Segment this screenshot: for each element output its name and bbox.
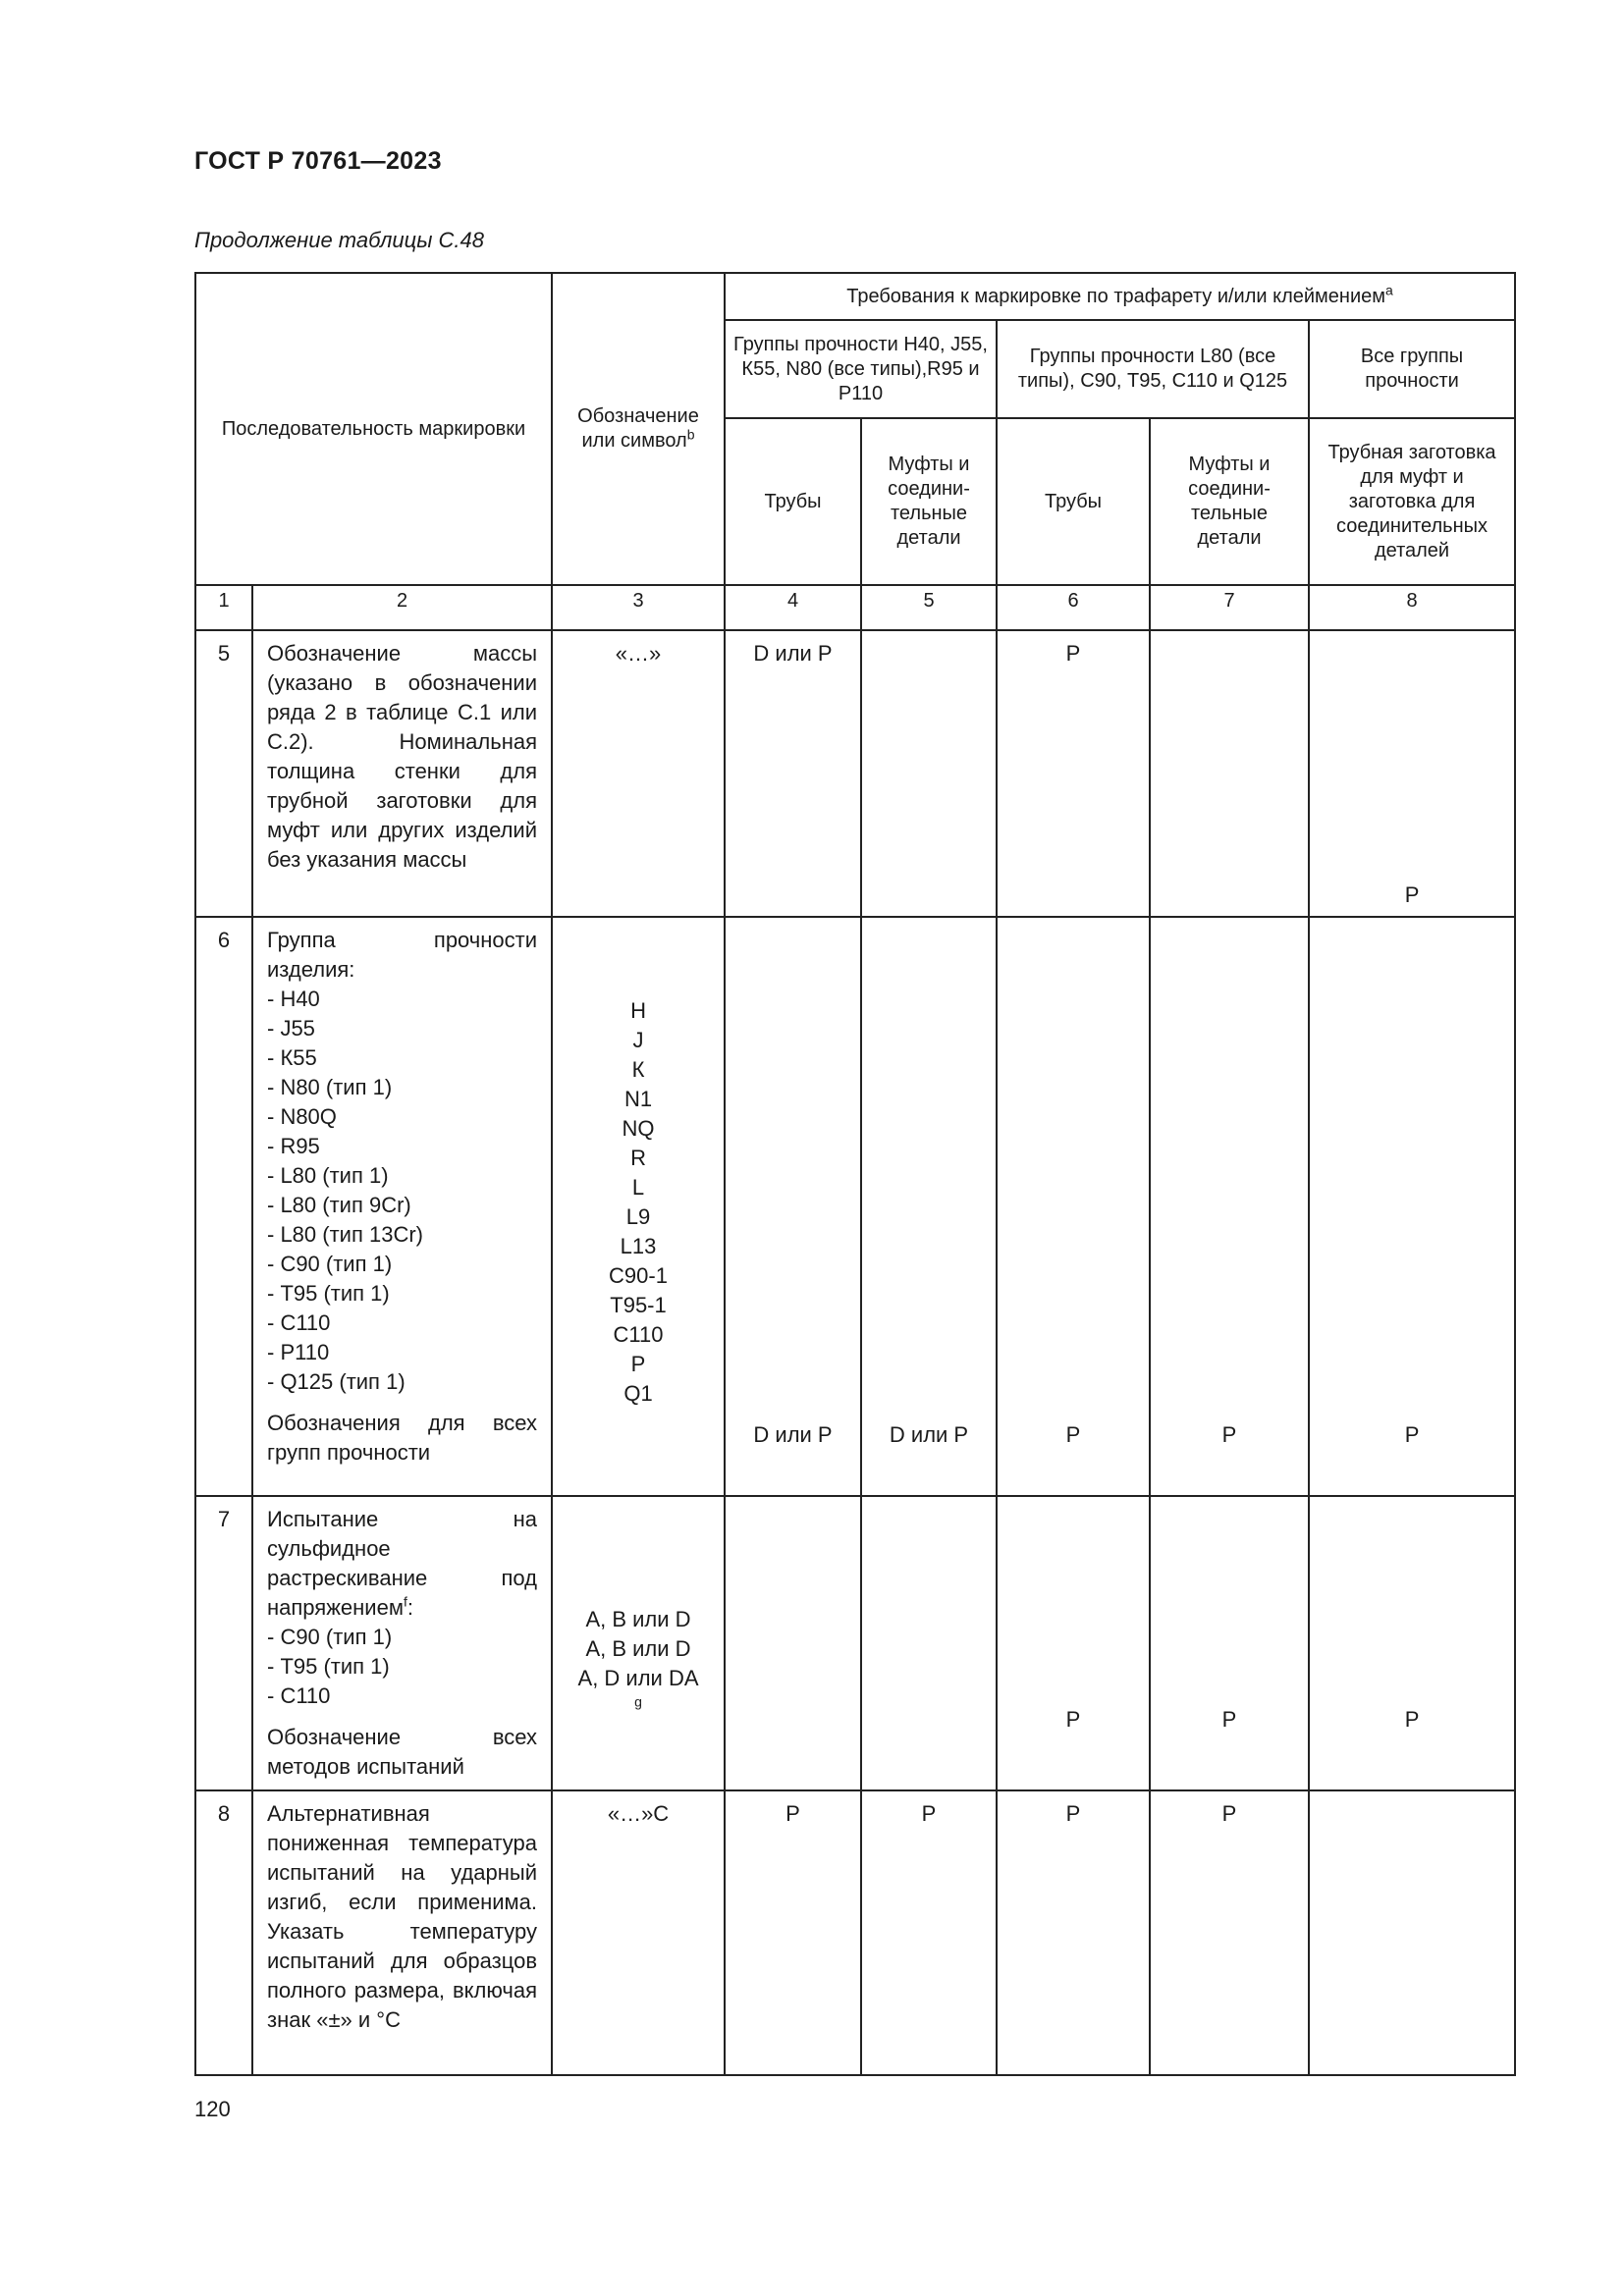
col-number: 4 bbox=[725, 585, 861, 630]
cell-pipes-2: Р bbox=[997, 630, 1150, 917]
list-item: - L80 (тип 1) bbox=[267, 1163, 389, 1188]
row-number: 5 bbox=[195, 630, 252, 917]
cell-billet: Р bbox=[1309, 1496, 1515, 1790]
col-number: 6 bbox=[997, 585, 1150, 630]
table-caption: Продолжение таблицы С.48 bbox=[194, 228, 484, 252]
header-couplings-2: Муфты и соедини-тельные детали bbox=[1150, 418, 1309, 585]
list-item: - Т95 (тип 1) bbox=[267, 1281, 390, 1306]
row-description bbox=[252, 917, 552, 1496]
col-number: 7 bbox=[1150, 585, 1309, 630]
list-symbol: Q1 bbox=[623, 1381, 653, 1406]
col-number: 8 bbox=[1309, 585, 1515, 630]
table-row bbox=[195, 630, 1515, 917]
table-row bbox=[195, 1496, 1515, 1790]
cell-couplings-1: Р bbox=[861, 1790, 997, 2075]
list-symbol: А, D или DA $^g$ bbox=[577, 1666, 699, 1710]
marking-table bbox=[194, 272, 1516, 2076]
list-item: - Р110 bbox=[267, 1340, 330, 1364]
row-symbol bbox=[552, 917, 725, 1496]
list-symbol: С110 bbox=[613, 1322, 664, 1347]
cell-billet: Р bbox=[1309, 917, 1515, 1496]
col-number: 5 bbox=[861, 585, 997, 630]
header-billet: Трубная заготовка для муфт и заготовка для соединительных деталей bbox=[1309, 418, 1515, 585]
list-item: - L80 (тип 13Cr) bbox=[267, 1222, 423, 1247]
test-list bbox=[267, 1623, 537, 1711]
strength-group-list bbox=[267, 985, 537, 1397]
cell-couplings-2: Р bbox=[1150, 917, 1309, 1496]
cell-pipes-1 bbox=[725, 1496, 861, 1790]
list-item: - L80 (тип 9Cr) bbox=[267, 1193, 411, 1217]
table-row bbox=[195, 917, 1515, 1496]
cell-couplings-2 bbox=[1150, 630, 1309, 917]
row-symbol: «…» bbox=[552, 630, 725, 917]
header-group-2: Группы прочности L80 (все типы), С90, Т95, С110 и Q125 bbox=[997, 320, 1309, 418]
list-symbol: R bbox=[630, 1146, 646, 1170]
column-numbers-row bbox=[195, 585, 1515, 630]
header-group-3: Все группы прочности bbox=[1309, 320, 1515, 418]
document-code: ГОСТ Р 70761—2023 bbox=[194, 147, 442, 175]
list-item: - Q125 (тип 1) bbox=[267, 1369, 406, 1394]
header-group-1: Группы прочности Н40, J55, К55, N80 (все типы),R95 и Р110 bbox=[725, 320, 997, 418]
list-item: - Н40 bbox=[267, 987, 320, 1011]
list-symbol: Р bbox=[630, 1352, 646, 1376]
cell-couplings-1 bbox=[861, 630, 997, 917]
list-symbol: А, В или D bbox=[585, 1607, 691, 1631]
list-symbol: Т95-1 bbox=[610, 1293, 667, 1317]
symbol-list bbox=[553, 1605, 724, 1723]
row-description: Обозначение массы (указано в обозначении ряда 2 в таблице С.1 или С.2). Номинальная толщина стенки для трубной заготовки для муфт или других изделий без указания массы bbox=[252, 630, 552, 917]
row-number: 6 bbox=[195, 917, 252, 1496]
list-symbol: N1 bbox=[623, 1087, 653, 1111]
cell-couplings-2: Р bbox=[1150, 1496, 1309, 1790]
list-item: - Т95 (тип 1) bbox=[267, 1654, 390, 1679]
cell-pipes-1: Р bbox=[725, 1790, 861, 2075]
row-desc-footer: Обозначение всех методов испытаний bbox=[267, 1725, 538, 1779]
row-number: 8 bbox=[195, 1790, 252, 2075]
header-pipes-1: Трубы bbox=[725, 418, 861, 585]
row-desc-intro: Испытание на сульфидное растрескивание под напряжением$^f$: bbox=[267, 1507, 538, 1620]
col-number: 1 bbox=[195, 585, 252, 630]
header-sequence: Последовательность маркировки bbox=[195, 273, 552, 585]
list-item: - С90 (тип 1) bbox=[267, 1625, 393, 1649]
list-item: - N80 (тип 1) bbox=[267, 1075, 393, 1099]
row-symbol: «…»С bbox=[552, 1790, 725, 2075]
row-desc-footer: Обозначения для всех групп прочности bbox=[267, 1411, 538, 1465]
header-requirements: Требования к маркировке по трафарету и/или клеймением$^a$ bbox=[725, 273, 1515, 320]
header-couplings-1: Муфты и соедини-тельные детали bbox=[861, 418, 997, 585]
list-symbol: L9 bbox=[625, 1204, 651, 1229]
list-item: - С110 bbox=[267, 1310, 331, 1335]
list-symbol: К bbox=[631, 1057, 645, 1082]
list-symbol: L13 bbox=[620, 1234, 657, 1258]
cell-pipes-2: Р bbox=[997, 917, 1150, 1496]
row-symbol bbox=[552, 1496, 725, 1790]
cell-couplings-2: Р bbox=[1150, 1790, 1309, 2075]
list-symbol: NQ bbox=[622, 1116, 655, 1141]
cell-couplings-1 bbox=[861, 1496, 997, 1790]
list-symbol: J bbox=[632, 1028, 644, 1052]
cell-pipes-1: D или Р bbox=[725, 917, 861, 1496]
list-symbol: L bbox=[631, 1175, 645, 1200]
symbol-list bbox=[553, 996, 724, 1409]
page-number: 120 bbox=[194, 2097, 231, 2121]
table-row bbox=[195, 1790, 1515, 2075]
list-item: - С90 (тип 1) bbox=[267, 1252, 393, 1276]
cell-billet bbox=[1309, 1790, 1515, 2075]
header-symbol: Обозначение или символ$^b$ bbox=[552, 273, 725, 585]
list-symbol: А, В или D bbox=[585, 1636, 691, 1661]
row-description bbox=[252, 1496, 552, 1790]
col-number: 3 bbox=[552, 585, 725, 630]
col-number: 2 bbox=[252, 585, 552, 630]
cell-couplings-1: D или Р bbox=[861, 917, 997, 1496]
cell-billet: Р bbox=[1309, 630, 1515, 917]
row-number: 7 bbox=[195, 1496, 252, 1790]
list-symbol: С90-1 bbox=[609, 1263, 668, 1288]
cell-pipes-1: D или Р bbox=[725, 630, 861, 917]
list-item: - J55 bbox=[267, 1016, 315, 1041]
row-description: Альтернативная пониженная температура испытаний на ударный изгиб, если применима. Указать температуру испытаний для образцов полного размера, включая знак «±» и °С bbox=[252, 1790, 552, 2075]
list-item: - К55 bbox=[267, 1045, 317, 1070]
list-item: - С110 bbox=[267, 1683, 331, 1708]
list-item: - R95 bbox=[267, 1134, 320, 1158]
header-pipes-2: Трубы bbox=[997, 418, 1150, 585]
list-item: - N80Q bbox=[267, 1104, 337, 1129]
row-desc-intro: Группа прочности изделия: bbox=[267, 928, 538, 982]
cell-pipes-2: Р bbox=[997, 1790, 1150, 2075]
list-symbol: Н bbox=[630, 998, 646, 1023]
cell-pipes-2: Р bbox=[997, 1496, 1150, 1790]
